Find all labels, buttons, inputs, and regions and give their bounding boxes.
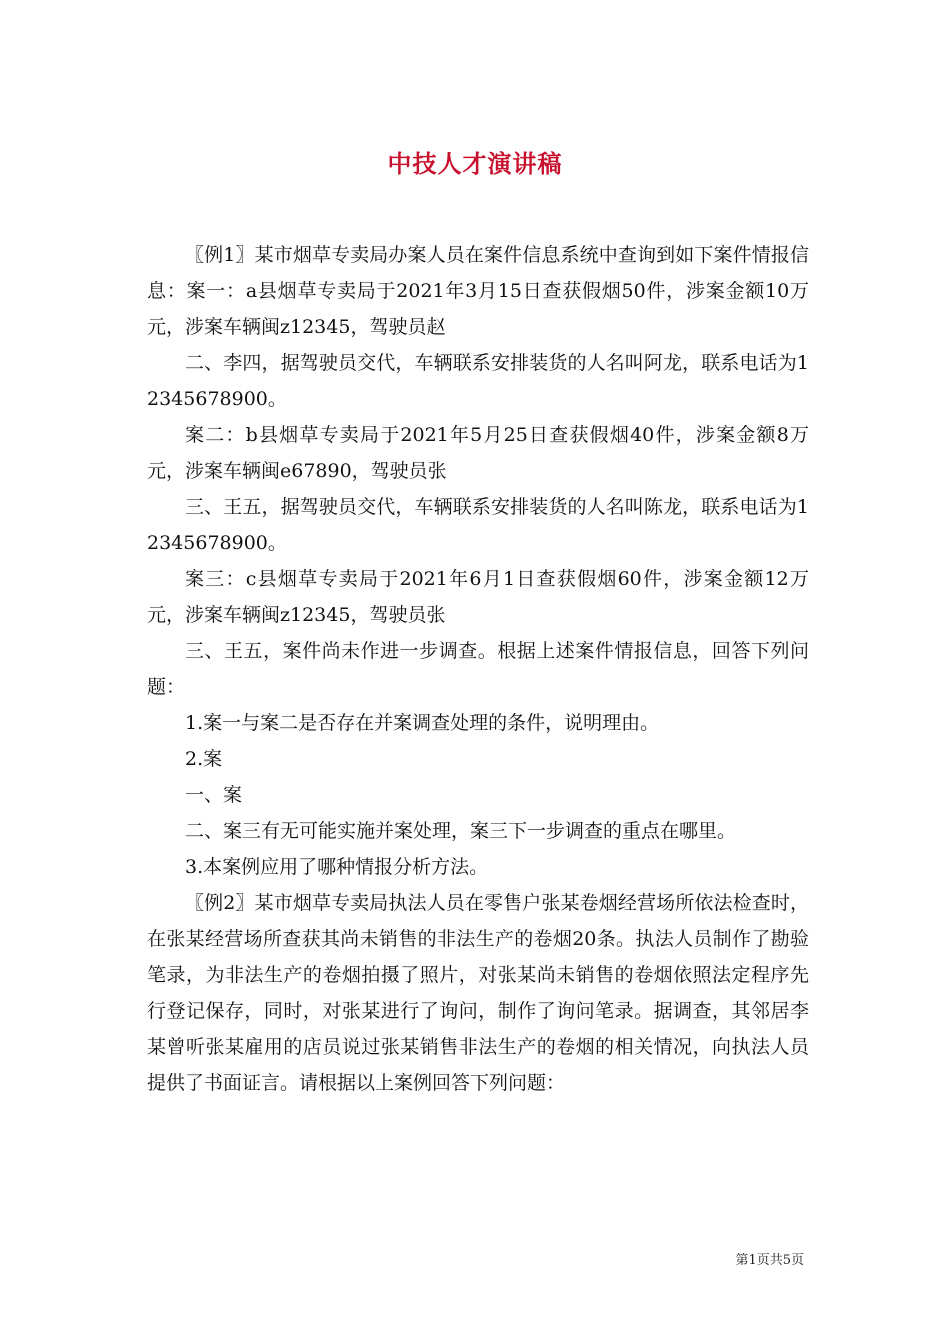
- paragraph: 〖例1〗某市烟草专卖局办案人员在案件信息系统中查询到如下案件情报信息：案一：a县烟草专卖局于2021年3月15日查获假烟50件，涉案金额10万元，涉案车辆闽z12345，驾驶员赵: [147, 244, 809, 338]
- paragraph: 三、王五，据驾驶员交代，车辆联系安排装货的人名叫陈龙，联系电话为12345678900。: [147, 496, 809, 554]
- paragraph: 案二：b县烟草专卖局于2021年5月25日查获假烟40件，涉案金额8万元，涉案车辆闽e67890，驾驶员张: [147, 424, 809, 482]
- paragraph: 案三：c县烟草专卖局于2021年6月1日查获假烟60件，涉案金额12万元，涉案车辆闽z12345，驾驶员张: [147, 568, 809, 626]
- paragraph: 三、王五，案件尚未作进一步调查。根据上述案件情报信息，回答下列问题：: [147, 640, 809, 698]
- page-number: 第1页共5页: [735, 1253, 804, 1268]
- paragraph: 二、案三有无可能实施并案处理，案三下一步调查的重点在哪里。: [185, 820, 737, 842]
- question-item: 1.案一与案二是否存在并案调查处理的条件，说明理由。: [185, 712, 660, 734]
- paragraph: 二、李四，据驾驶员交代，车辆联系安排装货的人名叫阿龙，联系电话为12345678900。: [147, 352, 809, 410]
- paragraph: 一、案: [185, 784, 243, 806]
- question-item: 2.案: [185, 748, 223, 770]
- paragraph: 〖例2〗某市烟草专卖局执法人员在零售户张某卷烟经营场所依法检查时，在张某经营场所查获其尚未销售的非法生产的卷烟20条。执法人员制作了勘验笔录，为非法生产的卷烟拍摄了照片，对张某尚未销售的卷烟依照法定程序先行登记保存，同时，对张某进行了询问，制作了询问笔录。据调查，其邻居李某曾听张某雇用的店员说过张某销售非法生产的卷烟的相关情况，向执法人员提供了书面证言。请根据以上案例回答下列问题：: [147, 892, 809, 1094]
- page-title: 中技人才演讲稿: [387, 149, 563, 179]
- document-body: [147, 237, 809, 1101]
- question-item: 3.本案例应用了哪种情报分析方法。: [185, 856, 489, 878]
